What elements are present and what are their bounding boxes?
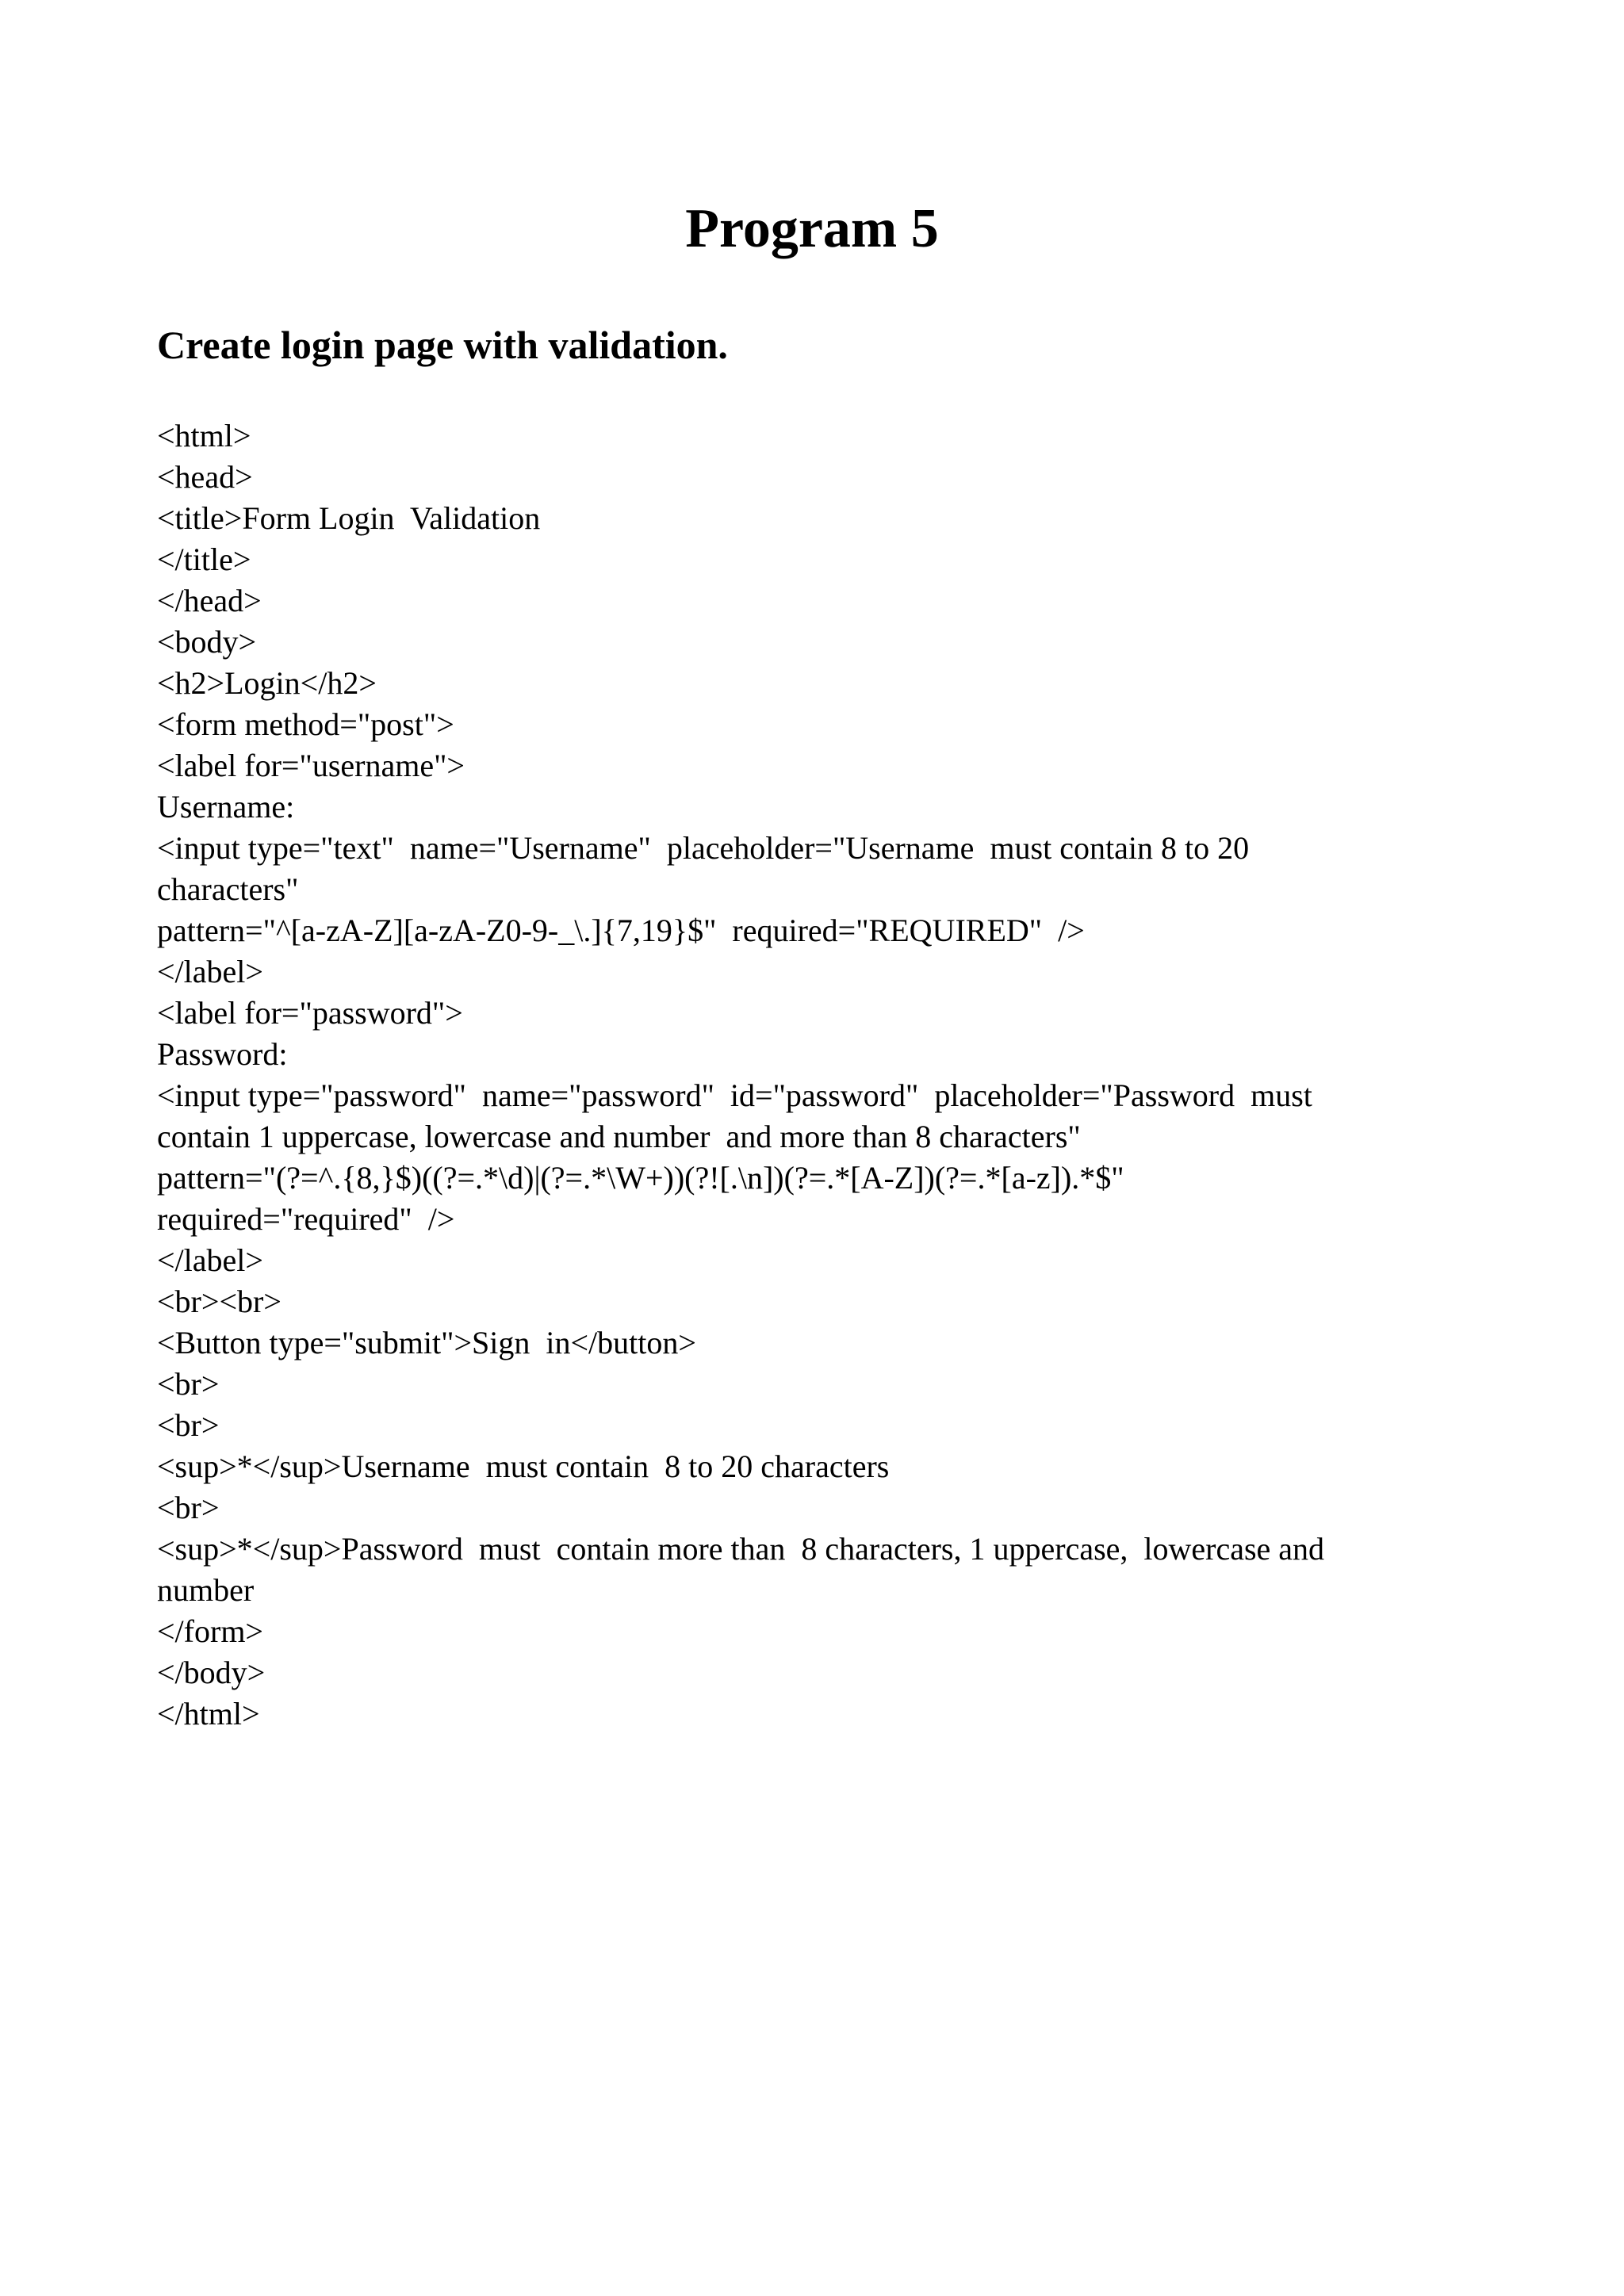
code-line: <br>: [157, 1490, 220, 1525]
code-line: Password:: [157, 1036, 288, 1072]
code-listing: [157, 415, 1473, 1735]
code-line: required="required" />: [157, 1201, 455, 1237]
code-line: <h2>Login</h2>: [157, 665, 377, 701]
code-line: <title>Form Login Validation: [157, 500, 541, 536]
code-line: <head>: [157, 459, 253, 495]
code-line: <html>: [157, 418, 251, 453]
code-line: <body>: [157, 624, 257, 660]
code-line: <label for="password">: [157, 995, 463, 1031]
code-line: </head>: [157, 583, 262, 618]
code-line: <br><br>: [157, 1284, 282, 1319]
code-line: </label>: [157, 1242, 263, 1278]
code-line: </body>: [157, 1655, 266, 1690]
code-line: </form>: [157, 1613, 263, 1649]
code-line: </html>: [157, 1696, 260, 1732]
code-line: <br>: [157, 1366, 220, 1402]
code-line: number: [157, 1572, 255, 1608]
code-line: Username:: [157, 789, 295, 825]
task-heading: Create login page with validation.: [157, 323, 728, 367]
code-line: </title>: [157, 541, 251, 577]
code-line: <form method="post">: [157, 706, 454, 742]
code-line: <br>: [157, 1407, 220, 1443]
code-line: pattern="^[a-zA-Z][a-zA-Z0-9-_\.]{7,19}$" required="REQUIRED" />: [157, 913, 1085, 948]
code-line: <sup>*</sup>Username must contain 8 to 20 characters: [157, 1448, 890, 1484]
code-line: <input type="text" name="Username" placeholder="Username must contain 8 to 20: [157, 830, 1250, 866]
code-line: <label for="username">: [157, 748, 465, 783]
code-line: contain 1 uppercase, lowercase and number and more than 8 characters": [157, 1119, 1081, 1154]
code-line: pattern="(?=^.{8,}$)((?=.*\d)|(?=.*\W+))(?![.\n])(?=.*[A-Z])(?=.*[a-z]).*$": [157, 1160, 1124, 1196]
code-line: <sup>*</sup>Password must contain more than 8 characters, 1 uppercase, lowercase and: [157, 1531, 1325, 1567]
code-line: <input type="password" name="password" id="password" placeholder="Password must: [157, 1077, 1312, 1113]
page-title: Program 5: [685, 198, 939, 259]
code-line: characters": [157, 871, 299, 907]
code-line: </label>: [157, 954, 263, 989]
code-line: <Button type="submit">Sign in</button>: [157, 1325, 696, 1360]
